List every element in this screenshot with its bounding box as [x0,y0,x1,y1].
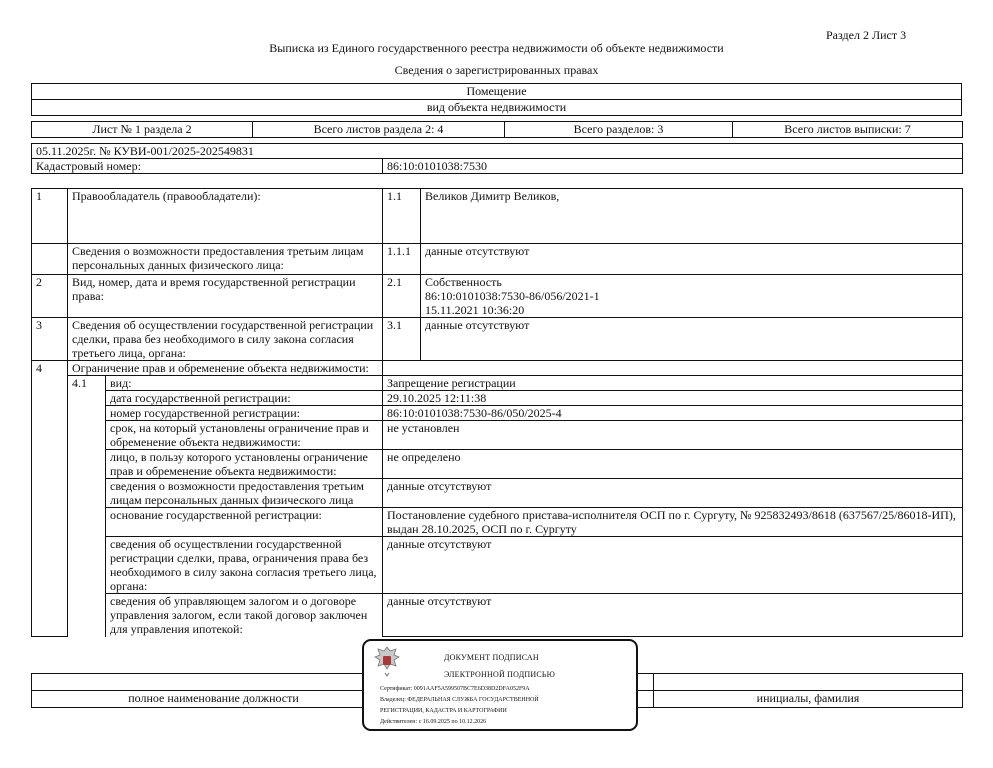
document-title: Выписка из Единого государственного реестра недвижимости об объекте недвижимости [269,41,724,55]
row-number-empty [32,244,68,275]
total-sheets-extract: Всего листов выписки: 7 [733,122,963,138]
sheet-info-table [31,121,963,138]
position-caption: полное наименование должности [32,691,396,708]
sheet-number: Лист № 1 раздела 2 [32,122,253,138]
name-blank [654,674,963,691]
total-sheets-section: Всего листов раздела 2: 4 [253,122,505,138]
cadastral-label: Кадастровый номер: [32,159,383,174]
row-label: Сведения о возможности предоставления третьим лицам персональных данных физического лица: [68,244,383,275]
row-number: 2 [32,275,68,318]
encumbrance-value: данные отсутствуют [383,594,963,637]
encumbrance-label: дата государственной регистрации: [106,391,383,406]
encumbrance-value: данные отсутствуют [383,537,963,594]
right-holder: Великов Димитр Великов, [421,189,963,244]
object-type-caption: вид объекта недвижимости [32,100,962,116]
encumbrance-value: 29.10.2025 12:11:38 [383,391,963,406]
right-registration [421,275,963,318]
identifiers-table [31,143,963,174]
row-number: 1 [32,189,68,244]
position-blank [32,674,396,691]
row-subnumber: 1.1.1 [383,244,421,275]
extract-reference: 05.11.2025г. № КУВИ-001/2025-202549831 [32,144,963,159]
encumbrance-label: вид: [106,376,383,391]
stamp-certificate: Сертификат: 0091AAF5A599507BC7E6D38D2DFA052F9A [380,686,530,692]
row-subnumber: 4.1 [68,376,106,637]
stamp-validity: Действителен: с 16.09.2025 по 10.12.2026 [380,719,487,725]
row-subnumber: 3.1 [383,318,421,361]
row-value: данные отсутствуют [421,244,963,275]
encumbrance-label: срок, на который установлены ограничение прав и обременение объекта недвижимости: [106,421,383,450]
right-type: Собственность [425,275,502,289]
row-subnumber: 2.1 [383,275,421,318]
cadastral-number: 86:10:0101038:7530 [383,159,963,174]
row-value: данные отсутствуют [421,318,963,361]
encumbrance-label: основание государственной регистрации: [106,508,383,537]
total-sections: Всего разделов: 3 [505,122,733,138]
encumbrance-label: сведения о возможности предоставления третьим лицам персональных данных физического лица [106,479,383,508]
encumbrance-value: Постановление судебного пристава-исполнителя ОСП по г. Сургуту, № 925832493/8618 (637567/25/86018-ИП), выдан 28.10.2025, ОСП по г. Сургуту [383,508,963,537]
stamp-subtitle: ЭЛЕКТРОННОЙ ПОДПИСЬЮ [444,670,556,679]
rights-table [31,188,963,637]
row-label: Ограничение прав и обременение объекта недвижимости: [68,361,383,376]
object-type-table [31,83,962,116]
electronic-signature-stamp [362,639,638,731]
encumbrance-value: 86:10:0101038:7530-86/050/2025-4 [383,406,963,421]
right-datetime: 15.11.2021 10:36:20 [425,303,525,317]
object-type: Помещение [32,84,962,100]
row-spacer [383,361,963,376]
row-subnumber: 1.1 [383,189,421,244]
row-number: 3 [32,318,68,361]
encumbrance-label: номер государственной регистрации: [106,406,383,421]
stamp-owner-line2: РЕГИСТРАЦИИ, КАДАСТРА И КАРТОГРАФИИ [380,708,507,714]
stamp-owner-line1: Владелец: ФЕДЕРАЛЬНАЯ СЛУЖБА ГОСУДАРСТВЕННОЙ [380,697,539,703]
encumbrance-value: Запрещение регистрации [383,376,963,391]
document-subtitle: Сведения о зарегистрированных правах [394,63,599,77]
encumbrance-value: не установлен [383,421,963,450]
row-label: Сведения об осуществлении государственной регистрации сделки, права без необходимого в силу закона согласия третьего лица, органа: [68,318,383,361]
encumbrance-value: не определено [383,450,963,479]
row-label: Правообладатель (правообладатели): [68,189,383,244]
encumbrance-value: данные отсутствуют [383,479,963,508]
page-label: Раздел 2 Лист 3 [826,28,907,42]
row-number: 4 [32,361,68,637]
encumbrance-label: сведения об осуществлении государственной регистрации сделки, права, ограничения права без необходимого в силу закона согласия третьего лица, органа: [106,537,383,594]
encumbrance-label: сведения об управляющем залогом и о договоре управления залогом, если такой договор заключен для управления ипотекой: [106,594,383,637]
row-label: Вид, номер, дата и время государственной регистрации права: [68,275,383,318]
emblem-icon [372,645,402,677]
name-caption: инициалы, фамилия [654,691,963,708]
stamp-title: ДОКУМЕНТ ПОДПИСАН [444,653,539,662]
right-number: 86:10:0101038:7530-86/056/2021-1 [425,289,600,303]
encumbrance-label: лицо, в пользу которого установлены ограничение прав и обременение объекта недвижимости: [106,450,383,479]
